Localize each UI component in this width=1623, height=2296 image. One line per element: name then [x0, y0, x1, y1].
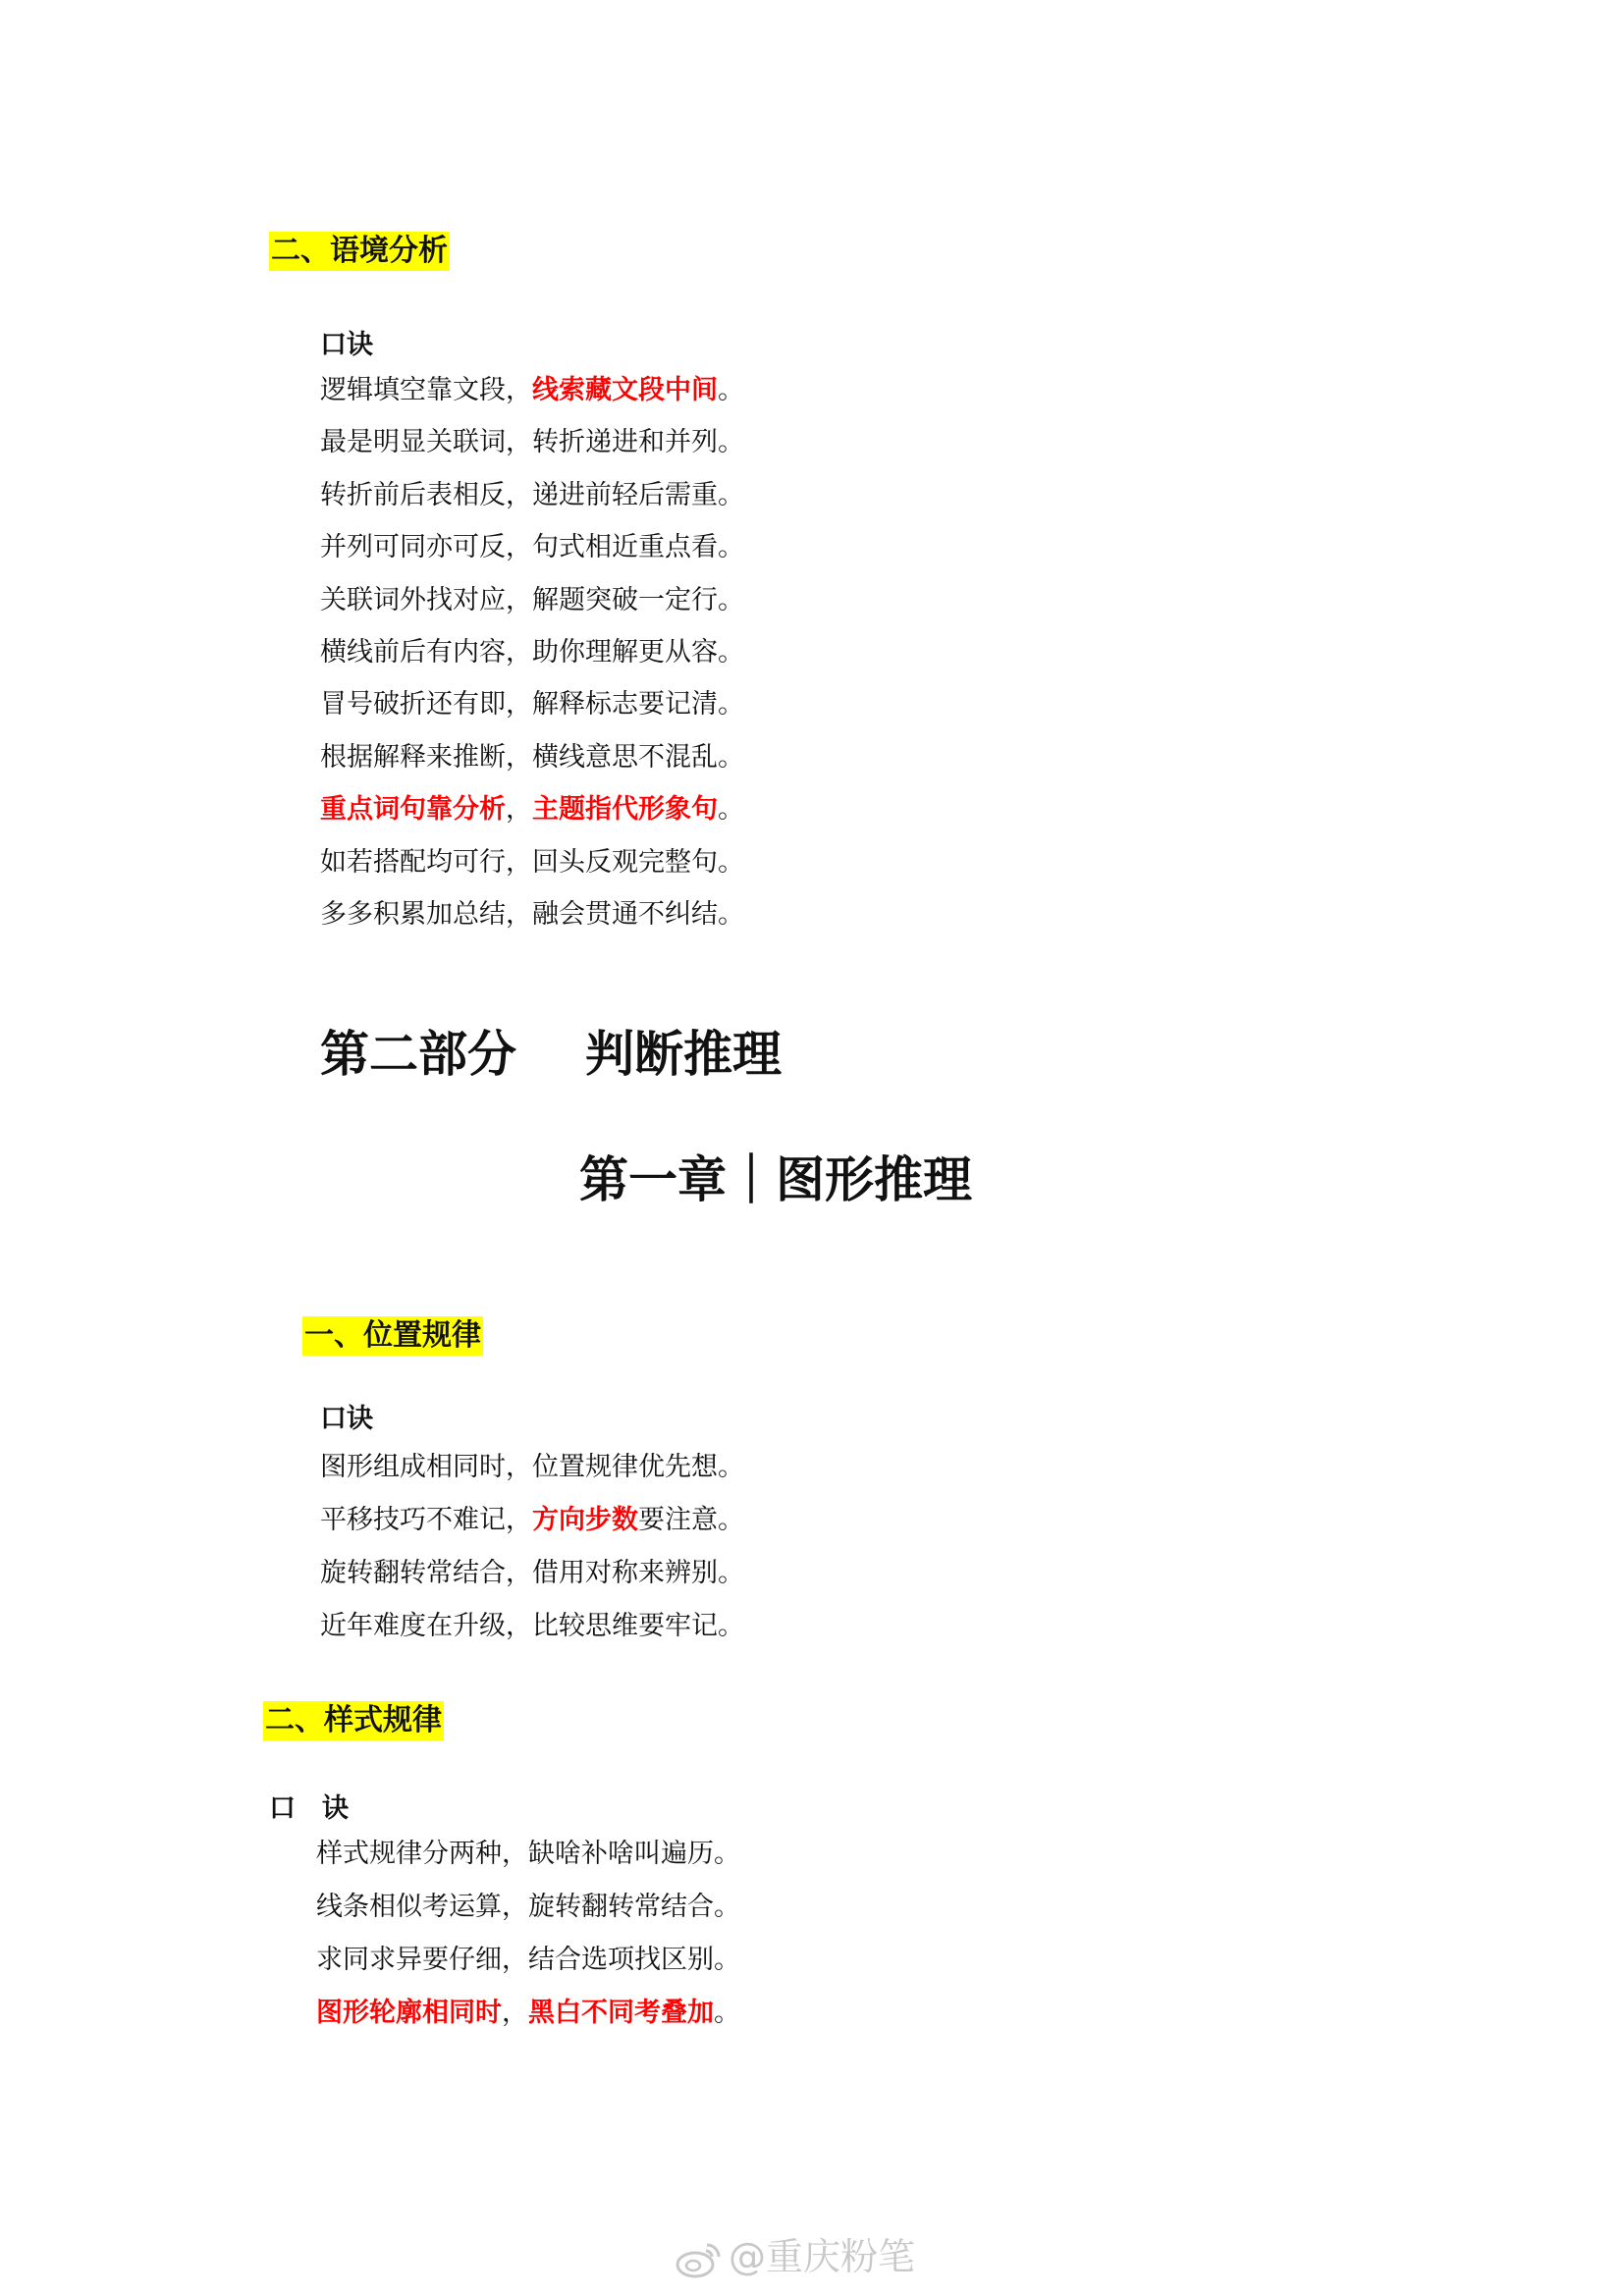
line-text: 线条相似考运算，旋转翻转常结合。: [316, 1892, 740, 1922]
line-text: 要注意。: [638, 1505, 744, 1535]
watermark: [676, 2226, 915, 2280]
koujue-line: [320, 531, 744, 564]
line-text: 求同求异要仔细，结合选项找区别。: [316, 1945, 740, 1975]
section-heading-yujing: 二、语境分析: [269, 232, 450, 271]
line-text: 冒号破折还有即，解释标志要记清。: [320, 689, 744, 721]
line-text: 根据解释来推断，横线意思不混乱。: [320, 741, 744, 773]
line-text: 旋转翻转常结合，借用对称来辨别。: [320, 1558, 744, 1588]
line-text: 横线前后有内容，助你理解更从容。: [320, 637, 744, 667]
highlight-text: 黑白不同考叠加: [528, 1998, 714, 2028]
koujue-line: [316, 1838, 740, 1871]
line-text: 最是明显关联词，转折递进和并列。: [320, 427, 744, 458]
koujue-line: [320, 1451, 744, 1484]
highlight-text: 线索藏文段中间: [532, 375, 718, 405]
line-text: 。: [714, 1998, 740, 2028]
koujue-line: [320, 741, 744, 774]
koujue-line: [320, 1557, 744, 1590]
watermark-text: @重庆粉笔: [729, 2235, 916, 2278]
koujue-line: [320, 426, 744, 459]
line-text: 平移技巧不难记，: [320, 1505, 532, 1535]
part-title: [320, 1015, 782, 1086]
koujue-line: [320, 636, 744, 669]
part-title-name: 判断推理: [585, 1026, 782, 1083]
line-text: ，: [506, 794, 532, 826]
section-heading-weizhi: 一、位置规律: [302, 1316, 483, 1356]
highlight-text: 图形轮廓相同时: [316, 1998, 502, 2028]
section-subheading-koujue: 口 诀: [269, 1793, 349, 1824]
chapter-title: 第一章｜图形推理: [579, 1151, 972, 1208]
koujue-line: [320, 793, 744, 827]
koujue-line: [316, 1891, 740, 1924]
highlight-text: 方向步数: [532, 1505, 638, 1535]
highlight-text: 主题指代形象句: [532, 794, 718, 826]
line-text: 多多积累加总结，融会贯通不纠结。: [320, 899, 744, 930]
koujue-line: [316, 1944, 740, 1977]
koujue-line: [320, 1504, 744, 1537]
koujue-line: [320, 846, 744, 880]
koujue-line: [320, 584, 744, 617]
koujue-line: [320, 1610, 744, 1643]
highlight-text: 重点词句靠分析: [320, 794, 506, 826]
line-text: 图形组成相同时，位置规律优先想。: [320, 1452, 744, 1482]
koujue-line: [320, 898, 744, 932]
koujue-line: [320, 374, 744, 407]
weibo-icon: [676, 2241, 723, 2278]
line-text: 样式规律分两种，缺啥补啥叫遍历。: [316, 1839, 740, 1869]
line-text: 。: [718, 794, 744, 826]
koujue-line: [320, 479, 744, 512]
line-text: 如若搭配均可行，回头反观完整句。: [320, 846, 744, 878]
line-text: 关联词外找对应，解题突破一定行。: [320, 584, 744, 615]
koujue-line: [320, 688, 744, 721]
part-title-number: 第二部分: [320, 1026, 516, 1083]
line-text: 转折前后表相反，递进前轻后需重。: [320, 479, 744, 510]
line-text: 近年难度在升级，比较思维要牢记。: [320, 1611, 744, 1641]
line-text: ，: [502, 1998, 528, 2028]
section-subheading-koujue: 口诀: [320, 330, 373, 360]
line-text: 并列可同亦可反，句式相近重点看。: [320, 532, 744, 563]
line-text: 逻辑填空靠文段，: [320, 375, 532, 405]
koujue-line: [316, 1997, 740, 2030]
line-text: 。: [718, 375, 744, 405]
section-subheading-koujue: 口诀: [320, 1404, 373, 1434]
section-heading-yangshi: 二、样式规律: [263, 1701, 444, 1740]
